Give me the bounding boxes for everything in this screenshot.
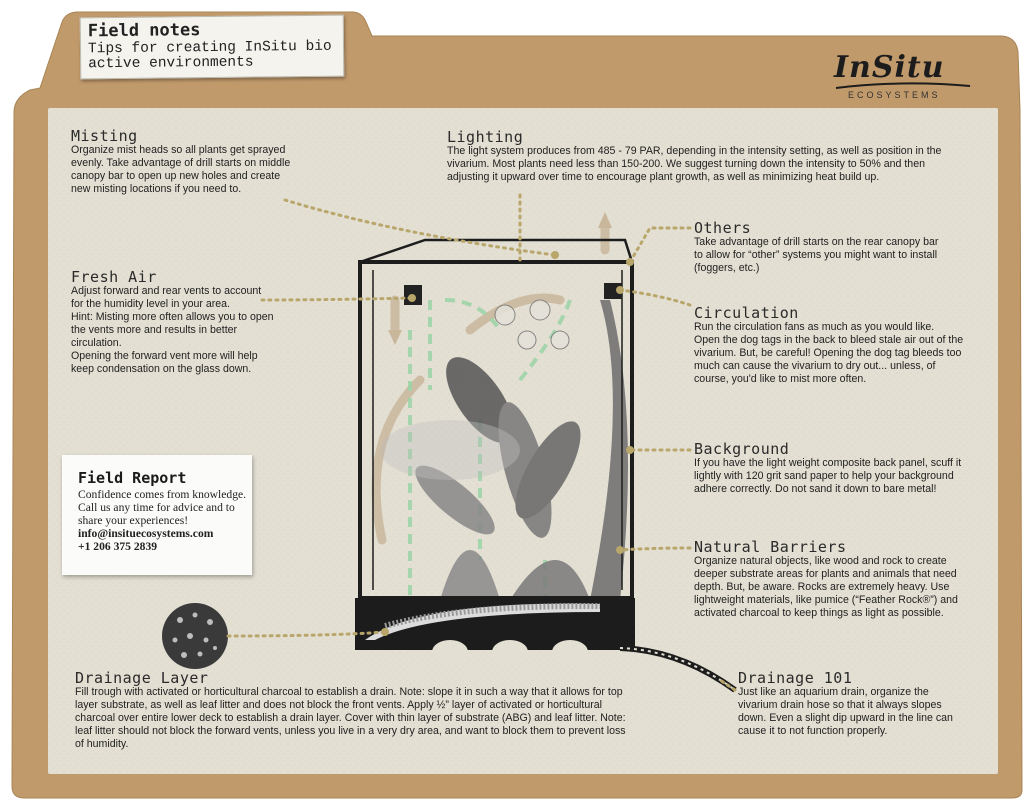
page-subtitle: Tips for creating InSitu bio active environments: [87, 38, 332, 73]
fresh-air-text-2: Hint: Misting more often allows you to open the vents more and results in better circulation.: [71, 311, 274, 349]
natural-barriers-heading: Natural Barriers: [694, 538, 847, 556]
circulation-text-2: Open the dog tags in the back to bleed stale air out of the vivarium. But, be careful! Opening the dog tag bleeds too much can cause the vivarium to dry out... unless, of course, you'd like to mist more often.: [694, 334, 964, 385]
background-text: If you have the light weight composite back panel, scuff it lightly with 120 grit sand paper to help your background adhere correctly. Do not sand it down to bare metal!: [694, 457, 962, 495]
misting-heading: Misting: [71, 127, 138, 145]
lighting-text: The light system produces from 485 - 79 PAR, depending in the intensity setting, as well as position in the vivarium. Most plants need less than 150-200. We suggest turning down the intensity to 50% and then adjusting it upward over time to encourage plant growth, as well as minimizing heat build up.: [447, 145, 942, 183]
vent-up-arrow: [598, 212, 612, 228]
fresh-air-text-3: Opening the forward vent more will help keep condensation on the glass down.: [71, 350, 258, 375]
fresh-air-section: [71, 269, 276, 376]
plants: [380, 300, 628, 600]
fresh-air-text-1: Adjust forward and rear vents to account for the humidity level in your area.: [71, 285, 262, 310]
field-report-heading: Field Report: [78, 469, 187, 487]
drainage-101-text: Just like an aquarium drain, organize the vivarium drain hose so that it always slopes down. Even a slight dip upward in the line can cause it to not function properly.: [738, 686, 953, 737]
circulation-heading: Circulation: [694, 304, 799, 322]
field-report-line-2: Call us any time for advice and to share your experiences!: [78, 501, 235, 527]
drainage-layer-heading: Drainage Layer: [75, 669, 209, 687]
field-report-email[interactable]: info@insituecosystems.com: [78, 527, 214, 540]
misting-text: Organize mist heads so all plants get sprayed evenly. Take advantage of drill starts on middle canopy bar to open up new holes and create new misting locations if you need to.: [71, 144, 291, 195]
natural-barriers-text: Organize natural objects, like wood and rock to create deeper substrate areas for plants and animals that need depth. But, be aware. Rocks are extremely heavy. Use lightweight materials, like pumice (“Feather Rock®”) and activated charcoal to keep things as light as possible.: [694, 555, 958, 619]
drain-hose: [620, 648, 735, 690]
page-title: Field notes: [87, 20, 201, 42]
drainage-layer-section: [75, 670, 637, 751]
others-text: Take advantage of drill starts on the rear canopy bar to allow for “other” systems you might want to install (foggers, etc.): [694, 236, 939, 274]
vivarium-base: [355, 598, 635, 664]
field-report-phone[interactable]: +1 206 375 2839: [78, 540, 158, 553]
drainage-101-heading: Drainage 101: [738, 669, 853, 687]
field-report-card: [62, 455, 252, 575]
drainage-layer-text: Fill trough with activated or horticultural charcoal to establish a drain. Note: slope it in such a way that it allows for top layer substrate, as well as leaf litter and does not block the front vents. Apply ½” layer of activated or horticultural charcoal over entire lower deck to establish a drain layer. Cover with thin layer of substrate (ABG) and leaf litter. Note: leaf litter should not block the forward vents, unless you live in a very dry area, and want to block them to prevent loss of humidity.: [75, 686, 626, 750]
natural-barriers-section: [694, 539, 970, 620]
others-section: [694, 220, 939, 275]
lighting-heading: Lighting: [447, 128, 524, 146]
background-heading: Background: [694, 440, 790, 458]
logo-subtitle: ECOSYSTEMS: [848, 90, 941, 100]
circulation-section: [694, 305, 964, 386]
background-section: [694, 441, 964, 496]
others-heading: Others: [694, 219, 752, 237]
lighting-section: [447, 129, 947, 184]
circulation-text-1: Run the circulation fans as much as you would like.: [694, 321, 935, 333]
drainage-101-section: [738, 670, 966, 738]
field-report-line-1: Confidence comes from knowledge.: [78, 488, 247, 501]
logo-brand: InSitu: [834, 50, 945, 85]
vent-down-arrow: [388, 330, 402, 345]
misting-section: [71, 128, 291, 196]
fresh-air-heading: Fresh Air: [71, 268, 157, 286]
